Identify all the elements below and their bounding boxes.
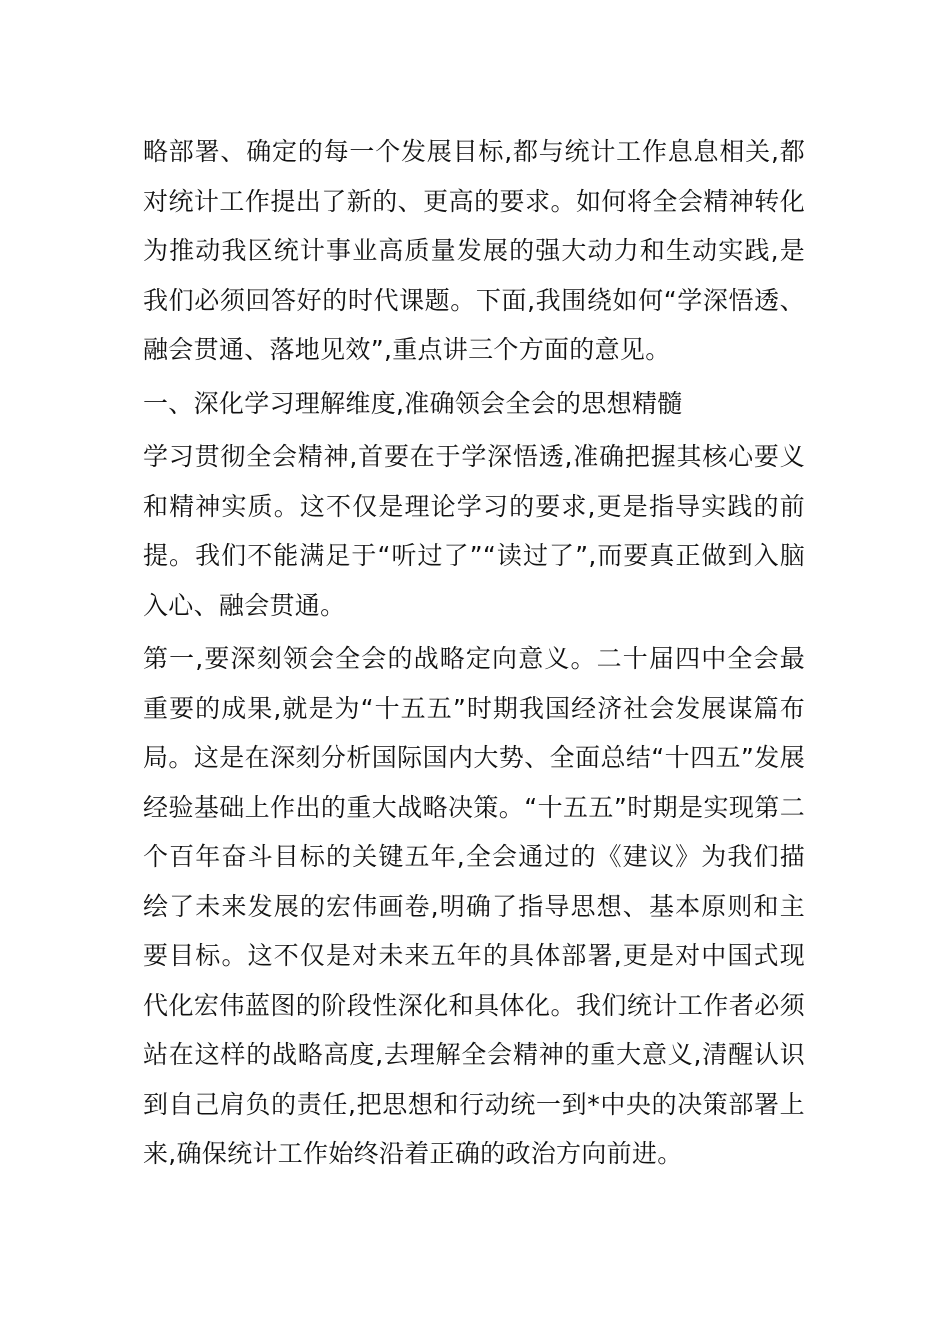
paragraph-study: 学习贯彻全会精神,首要在于学深悟透,准确把握其核心要义和精神实质。这不仅是理论学习的要求,更是指导实践的前提。我们不能满足于“听过了”“读过了”,而要真正做到入脑入心、融会贯通。 xyxy=(143,442,805,620)
paragraph-first-point: 第一,要深刻领会全会的战略定向意义。二十届四中全会最重要的成果,就是为“十五五”时期我国经济社会发展谋篇布局。这是在深刻分析国际国内大势、全面总结“十四五”发展经验基础上作出的重大战略决策。“十五五”时期是实现第二个百年奋斗目标的关键五年,全会通过的《建议》为我们描绘了未来发展的宏伟画卷,明确了指导思想、基本原则和主要目标。这不仅是对未来五年的具体部署,更是对中国式现代化宏伟蓝图的阶段性深化和具体化。我们统计工作者必须站在这样的战略高度,去理解全会精神的重大意义,清醒认识到自己肩负的责任,把思想和行动统一到*中央的决策部署上来,确保统计工作始终沿着正确的政治方向前进。 xyxy=(143,644,805,1168)
section-heading: 一、深化学习理解维度,准确领会全会的思想精髓 xyxy=(143,388,683,418)
document-page xyxy=(143,127,805,1179)
paragraph-intro: 略部署、确定的每一个发展目标,都与统计工作息息相关,都对统计工作提出了新的、更高的要求。如何将全会精神转化为推动我区统计事业高质量发展的强大动力和生动实践,是我们必须回答好的时代课题。下面,我围绕如何“学深悟透、融会贯通、落地见效”,重点讲三个方面的意见。 xyxy=(143,137,805,364)
